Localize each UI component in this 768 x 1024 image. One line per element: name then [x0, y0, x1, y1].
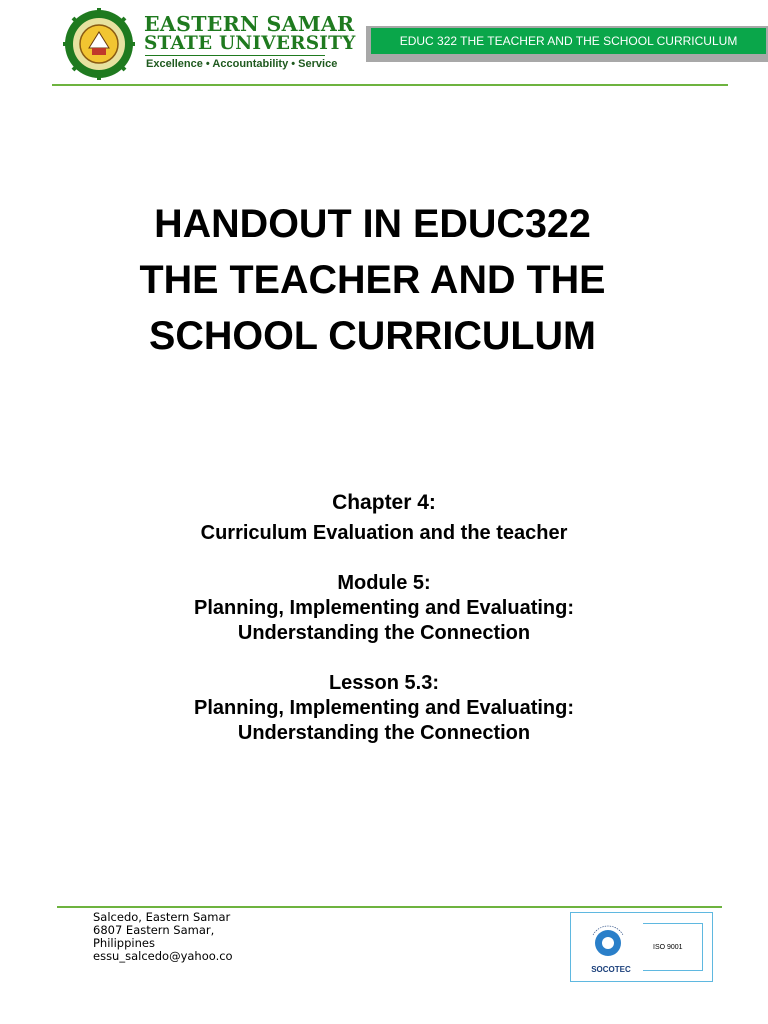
module-title-line1: Planning, Implementing and Evaluating:	[193, 597, 575, 619]
university-seal-icon	[62, 8, 136, 80]
certification-brand: SOCOTEC	[591, 965, 631, 974]
module-title-line2: Understanding the Connection	[237, 622, 531, 644]
handout-title	[0, 196, 745, 364]
footer-address	[93, 911, 238, 971]
address-email: essu_salcedo@yahoo.co	[93, 949, 233, 963]
iso-standard-label: ISO 9001	[643, 923, 703, 971]
page-header	[0, 0, 768, 90]
address-line: 6807 Eastern Samar,	[93, 923, 215, 937]
footer-divider	[57, 906, 722, 908]
handout-contents	[0, 490, 768, 746]
university-name-line2: STATE UNIVERSITY	[144, 33, 356, 54]
university-motto: Excellence • Accountability • Service	[146, 58, 338, 70]
university-name-rule	[145, 55, 325, 56]
handout-title-line1: HANDOUT IN EDUC322	[154, 202, 591, 246]
lesson-title-line2: Understanding the Connection	[237, 722, 531, 744]
university-name-line1: EASTERN SAMAR	[144, 12, 355, 36]
chapter-name: Curriculum Evaluation and the teacher	[200, 522, 568, 544]
course-banner: EDUC 322 THE TEACHER AND THE SCHOOL CURRICULUM	[371, 28, 766, 54]
university-name	[144, 12, 356, 54]
header-divider	[52, 84, 728, 86]
certification-logo-icon	[579, 919, 637, 969]
lesson-title-line1: Planning, Implementing and Evaluating:	[193, 697, 575, 719]
chapter-label: Chapter 4:	[332, 491, 436, 514]
handout-title-line3: SCHOOL CURRICULUM	[149, 314, 596, 358]
module-label: Module 5:	[337, 572, 431, 594]
certification-badge	[570, 912, 713, 982]
handout-title-line2: THE TEACHER AND THE	[139, 258, 606, 302]
lesson-label: Lesson 5.3:	[328, 672, 440, 694]
address-line: Salcedo, Eastern Samar	[93, 911, 231, 924]
address-line: Philippines	[93, 936, 155, 950]
